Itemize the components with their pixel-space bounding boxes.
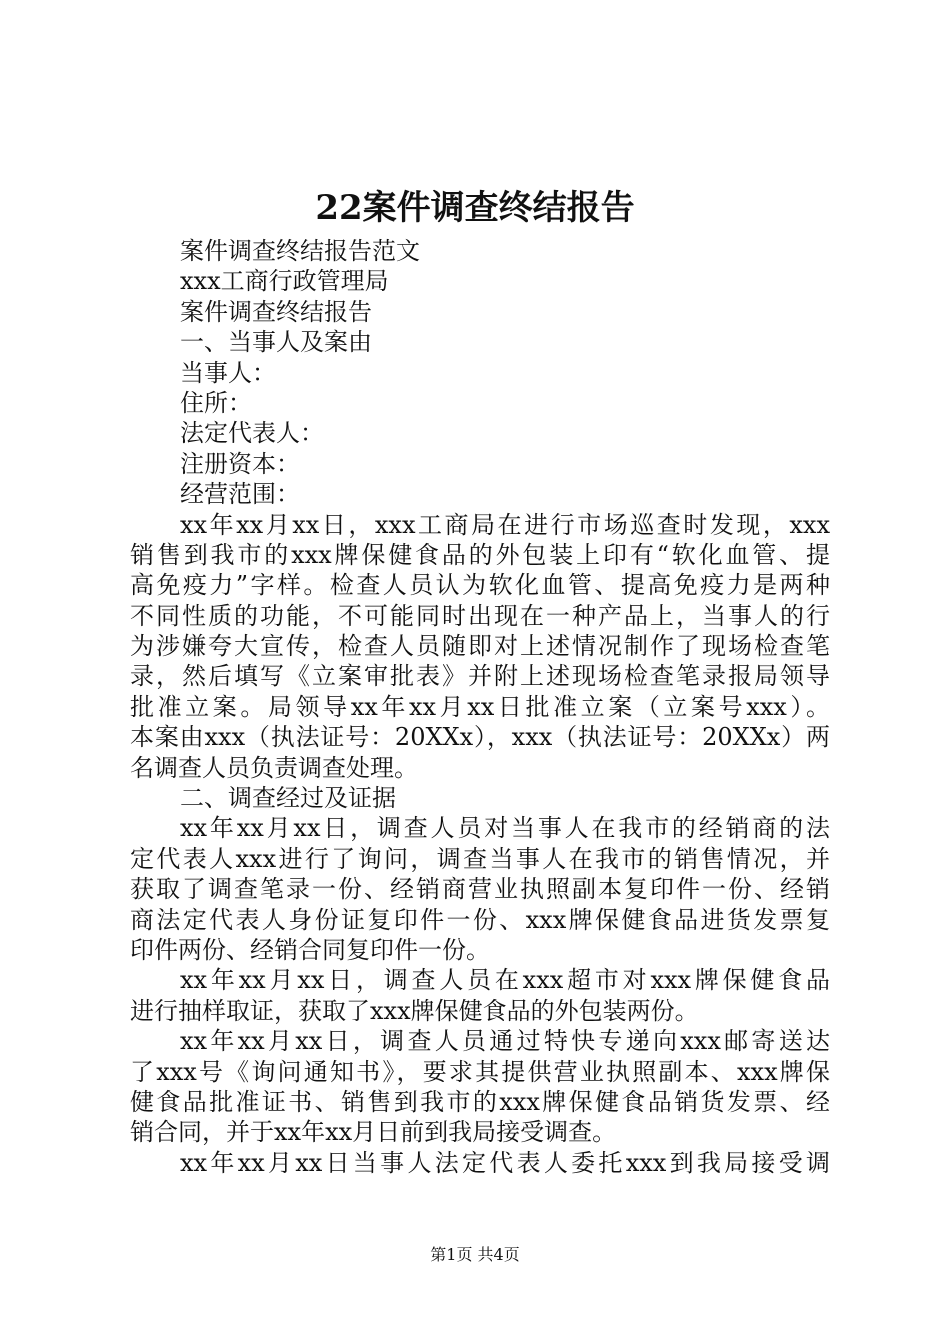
field-label: 经营范围： (180, 480, 300, 509)
paragraph-line: 本案由xxx（执法证号：20XXx），xxx（执法证号：20XXx）两 (130, 723, 830, 752)
paragraph-line: 案件调查终结报告 (180, 297, 372, 326)
field-label: 当事人： (180, 358, 276, 387)
section-heading: 二、调查经过及证据 (180, 784, 396, 813)
field-label: 注册资本： (180, 449, 300, 478)
document-body (130, 236, 830, 1178)
section-heading: 一、当事人及案由 (180, 328, 372, 357)
paragraph-line: 定代表人xxx进行了询问，调查当事人在我市的销售情况，并 (130, 844, 830, 873)
paragraph-line: 印件两份、经销合同复印件一份。 (130, 935, 490, 964)
paragraph-line: 不同性质的功能，不可能同时出现在一种产品上，当事人的行 (130, 601, 830, 630)
paragraph-line: xx年xx月xx日，调查人员通过特快专递向xxx邮寄送达 (180, 1027, 830, 1056)
paragraph-line: 销合同，并于xx年xx月日前到我局接受调查。 (130, 1118, 617, 1147)
paragraph-line: 名调查人员负责调查处理。 (130, 753, 418, 782)
paragraph-line: xxx工商行政管理局 (180, 267, 389, 296)
paragraph-line: 为涉嫌夸大宣传，检查人员随即对上述情况制作了现场检查笔 (130, 632, 830, 661)
paragraph-line: 商法定代表人身份证复印件一份、xxx牌保健食品进货发票复 (130, 905, 830, 934)
paragraph-line: xx年xx月xx日，xxx工商局在进行市场巡查时发现，xxx (180, 510, 830, 539)
page-number-footer: 第1页 共4页 (430, 1245, 520, 1264)
paragraph-line: 批准立案。局领导xx年xx月xx日批准立案（立案号xxx）。 (130, 692, 830, 721)
paragraph-line: 案件调查终结报告范文 (180, 237, 420, 265)
paragraph-line: 录，然后填写《立案审批表》并附上述现场检查笔录报局领导 (130, 662, 830, 691)
field-label: 住所： (180, 388, 252, 417)
paragraph-line: 进行抽样取证，获取了xxx牌保健食品的外包装两份。 (130, 996, 699, 1025)
paragraph-line: 销售到我市的xxx牌保健食品的外包装上印有“软化血管、提 (130, 540, 830, 569)
field-label: 法定代表人： (180, 419, 324, 448)
document-title: 22案件调查终结报告 (315, 188, 635, 228)
paragraph-line: xx年xx月xx日，调查人员在xxx超市对xxx牌保健食品 (180, 966, 830, 995)
paragraph-line: 获取了调查笔录一份、经销商营业执照副本复印件一份、经销 (130, 875, 830, 904)
paragraph-line: 高免疫力”字样。检查人员认为软化血管、提高免疫力是两种 (130, 571, 830, 600)
paragraph-line: xx年xx月xx日，调查人员对当事人在我市的经销商的法 (180, 814, 830, 843)
paragraph-line: 健食品批准证书、销售到我市的xxx牌保健食品销货发票、经 (130, 1087, 830, 1116)
paragraph-line: 了xxx号《询问通知书》，要求其提供营业执照副本、xxx牌保 (130, 1057, 830, 1086)
paragraph-line: xx年xx月xx日当事人法定代表人委托xxx到我局接受调 (180, 1148, 830, 1177)
